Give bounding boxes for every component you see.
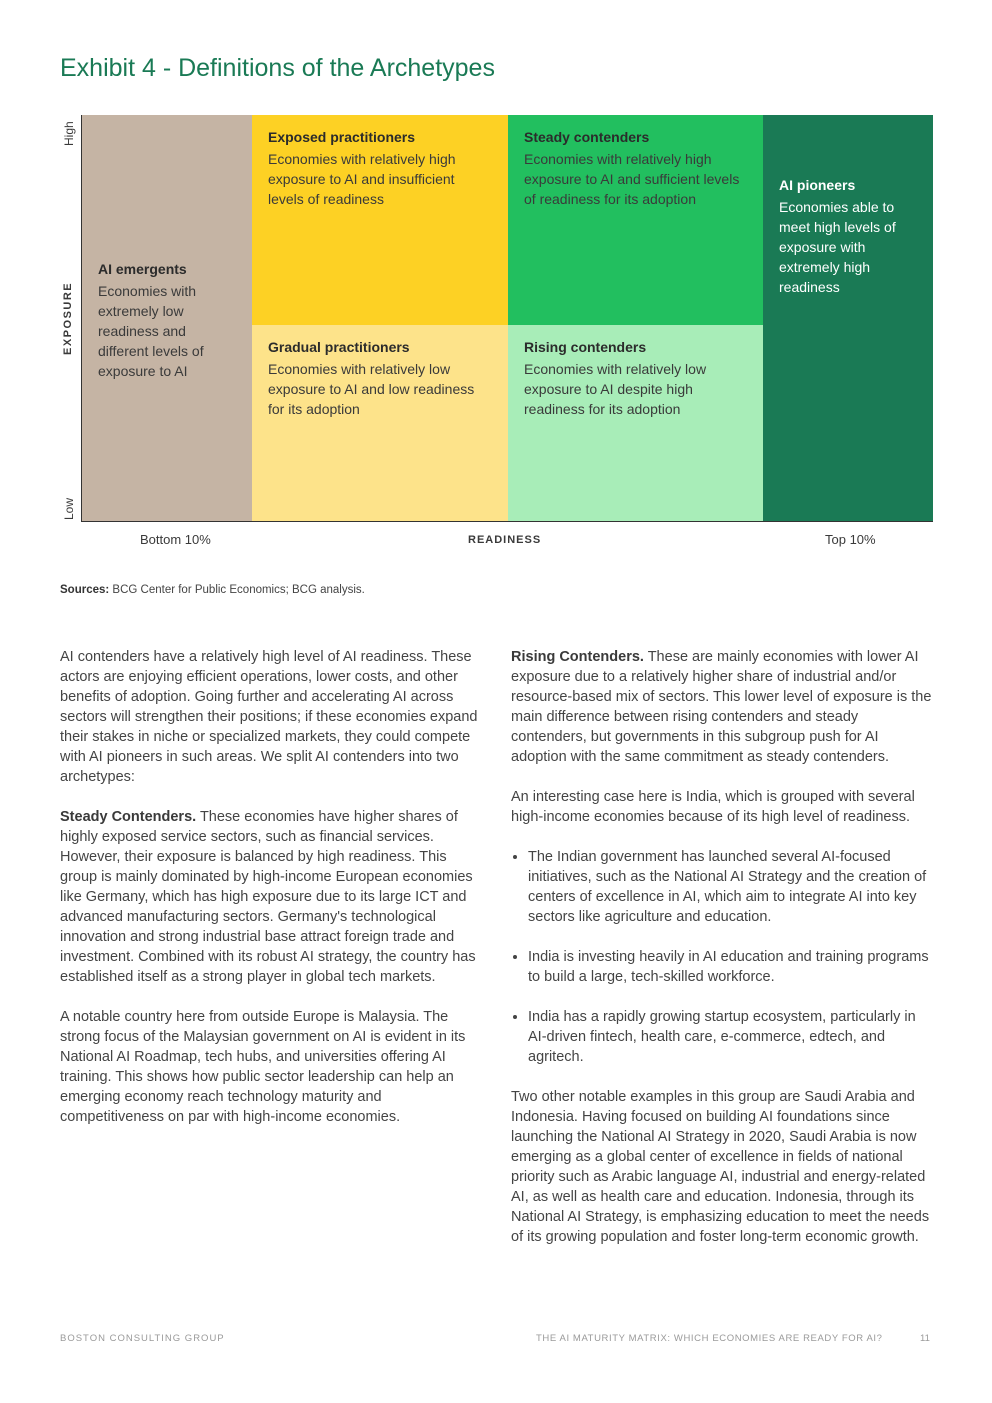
paragraph	[511, 647, 933, 767]
archetype-matrix	[60, 110, 940, 560]
body-column-right	[511, 647, 933, 1267]
paragraph-text: These are mainly economies with lower AI exposure due to a relatively higher share of industrial and/or resource-based mix of sectors. This lower level of exposure is the main difference between rising contenders and steady contenders, but governments in this subgroup push for AI adoption with the same commitment as steady contenders.	[511, 649, 932, 765]
archetype-name: Rising contenders	[524, 339, 647, 355]
list-item: • India has a rapidly growing startup ecosystem, particularly in AI-driven fintech, health care, e-commerce, edtech, and agritech.	[528, 1007, 933, 1067]
archetype-description: Economies with relatively low exposure to AI despite high readiness for its adoption	[524, 361, 707, 417]
archetype-description: Economies with relatively low exposure to AI and low readiness for its adoption	[268, 361, 475, 417]
quadrant-ai-emergents	[82, 115, 252, 521]
paragraph	[60, 807, 482, 987]
y-axis-title: EXPOSURE	[62, 281, 74, 355]
list-item: • The Indian government has launched several AI-focused initiatives, such as the National AI Strategy and the creation of centers of excellence in AI, which aim to integrate AI into key sectors like agriculture and education.	[528, 847, 933, 927]
archetype-description: Economies able to meet high levels of exposure with extremely high readiness	[779, 199, 896, 295]
footer-report-title: THE AI MATURITY MATRIX: WHICH ECONOMIES ARE READY FOR AI?	[536, 1333, 883, 1344]
archetype-description: Economies with relatively high exposure to AI and insufficient levels of readiness	[268, 151, 456, 207]
y-axis-high-label: High	[62, 121, 76, 146]
quadrant-steady-contenders	[508, 115, 763, 325]
archetype-name: Exposed practitioners	[268, 129, 416, 145]
paragraph-lead: Steady Contenders.	[60, 809, 197, 825]
exhibit-title: Exhibit 4 - Definitions of the Archetypes	[60, 54, 495, 82]
x-axis-top-label: Top 10%	[825, 532, 876, 547]
page-number: 11	[920, 1333, 930, 1344]
sources-note	[60, 584, 365, 596]
y-axis-low-label: Low	[62, 497, 76, 520]
paragraph: AI contenders have a relatively high level of AI readiness. These actors are enjoying efficient operations, lower costs, and other benefits of adoption. Going further and accelerating AI across sectors will strengthen their positions; if these economies expand their stakes in niche or specialized markets, they could compete with AI pioneers in such areas. We split AI contenders into two archetypes:	[60, 649, 478, 785]
x-axis-line	[81, 521, 933, 522]
archetype-name: AI pioneers	[779, 177, 856, 193]
quadrant-exposed-practitioners	[252, 115, 508, 325]
footer-publisher: BOSTON CONSULTING GROUP	[60, 1333, 225, 1344]
archetype-name: Gradual practitioners	[268, 339, 410, 355]
quadrant-rising-contenders	[508, 325, 763, 521]
paragraph: A notable country here from outside Europe is Malaysia. The strong focus of the Malaysian government on AI is evident in its National AI Roadmap, tech hubs, and universities offering AI training. This shows how public sector leadership can help an emerging economy reach technology maturity and competitiveness on par with high-income economies.	[60, 1009, 466, 1125]
quadrant-gradual-practitioners	[252, 325, 508, 521]
archetype-name: Steady contenders	[524, 129, 650, 145]
paragraph-lead: Rising Contenders.	[511, 649, 644, 665]
quadrant-ai-pioneers	[763, 115, 933, 521]
x-axis-bottom-label: Bottom 10%	[140, 532, 211, 547]
archetype-description: Economies with extremely low readiness and different levels of exposure to AI	[98, 283, 204, 379]
paragraph: Two other notable examples in this group are Saudi Arabia and Indonesia. Having focused on building AI foundations since launching the National AI Strategy in 2020, Saudi Arabia is now emerging as a global center of excellence in fields of national priority such as Arabic language AI, industrial and energy-related AI, as well as health care and education. Indonesia, through its National AI Strategy, is emphasizing education to meet the needs of its growing population and foster long-term economic growth.	[511, 1089, 930, 1245]
archetype-name: AI emergents	[98, 261, 187, 277]
paragraph: An interesting case here is India, which is grouped with several high-income economies because of its high level of readiness.	[511, 789, 915, 825]
list-item: • India is investing heavily in AI education and training programs to build a large, tech-skilled workforce.	[528, 947, 933, 987]
sources-text: BCG Center for Public Economics; BCG analysis.	[109, 584, 365, 596]
paragraph-text: These economies have higher shares of highly exposed service sectors, such as financial services. However, their exposure is balanced by high readiness. This group is mainly dominated by high-income European economies like Germany, which has high exposure due to its large ICT and advanced manufacturing sectors. Germany's technological innovation and strong industrial base attract foreign trade and investment. Combined with its robust AI strategy, the country has established itself as a strong player in global tech markets.	[60, 809, 476, 985]
archetype-description: Economies with relatively high exposure to AI and sufficient levels of readiness for its adoption	[524, 151, 740, 207]
sources-label: Sources:	[60, 584, 110, 596]
x-axis-title: READINESS	[468, 534, 542, 546]
body-column-left	[60, 647, 482, 1147]
bullet-list	[511, 847, 933, 1067]
